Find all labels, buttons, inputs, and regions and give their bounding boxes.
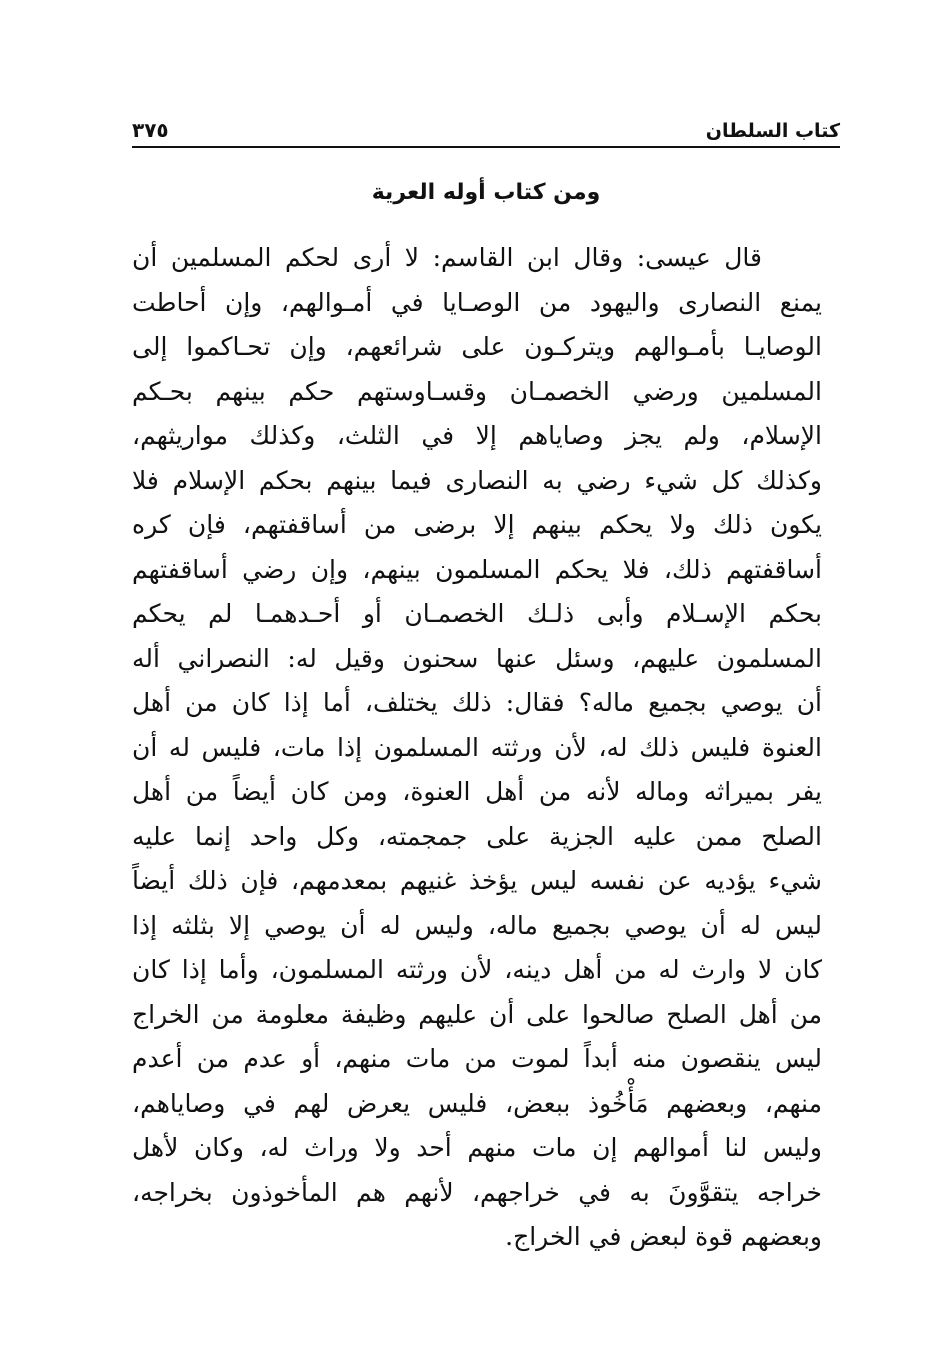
text-line: المسلمين ورضي الخصمـان وقسـاوستهم حكم بينهم بحـكم (132, 376, 822, 406)
text-line: من أهل الصلح صالحوا على أن عليهم وظيفة معلومة من الخراج (132, 999, 822, 1029)
text-line: وكذلك كل شيء رضي به النصارى فيما بينهم بحكم الإسلام فلا (132, 465, 822, 495)
text-line: يفر بميراثه وماله لأنه من أهل العنوة، ومن كان أيضاً من أهل (132, 777, 822, 806)
text-line: منهم، وبعضهم مَأْخُوذ ببعض، فليس يعرض لهم في وصاياهم، (132, 1088, 822, 1118)
text-line: العنوة فليس ذلك له، لأن ورثته المسلمون إذا مات، فليس له أن (132, 732, 822, 762)
book-title: كتاب السلطان (705, 120, 840, 142)
text-line: يكون ذلك ولا يحكم بينهم إلا برضى من أساقفتهم، فإن كره (132, 510, 822, 539)
text-line: الإسلام، ولم يجز وصاياهم إلا في الثلث، وكذلك مواريثهم، (132, 421, 822, 450)
text-line: ليس ينقصون منه أبداً لموت من مات منهم، أو عدم من أعدم (132, 1044, 822, 1073)
text-line: كان لا وارث له من أهل دينه، لأن ورثته المسلمون، وأما إذا كان (132, 955, 822, 984)
running-head (132, 100, 840, 148)
text-line: ليس له أن يوصي بجميع ماله، وليس له أن يوصي إلا بثلثه إذا (132, 910, 822, 940)
text-line: بحكم الإسـلام وأبى ذلـك الخصمـان أو أحـدهمـا لم يحكم (132, 599, 822, 628)
text-line: قال عيسى: وقال ابن القاسم: لا أرى لحكم المسلمين أن (132, 243, 762, 272)
text-line: شيء يؤديه عن نفسه ليس يؤخذ غنيهم بمعدمهم، فإن ذلك أيضاً (132, 866, 822, 895)
text-line: أساقفتهم ذلك، فلا يحكم المسلمون بينهم، وإن رضي أساقفتهم (132, 554, 822, 584)
text-line: الصلح ممن عليه الجزية على جمجمته، وكل واحد إنما عليه (132, 821, 822, 851)
text-line: أن يوصي بجميع ماله؟ فقال: ذلك يختلف، أما إذا كان من أهل (132, 688, 822, 717)
section-heading: ومن كتاب أوله العرية (371, 180, 601, 205)
text-line: خراجه يتقوَّونَ به في خراجهم، لأنهم هم المأخوذون بخراجه، (132, 1177, 822, 1207)
text-line-last: وبعضهم قوة لبعض في الخراج. (505, 1222, 822, 1251)
text-line: يمنع النصارى واليهود من الوصـايا في أمـوالهم، وإن أحاطت (132, 287, 822, 317)
body-text (132, 236, 822, 1260)
text-line: المسلمون عليهم، وسئل عنها سحنون وقيل له: النصراني أله (132, 643, 822, 673)
page-number: ٣٧٥ (132, 118, 169, 142)
text-line: الوصايـا بأمـوالهم ويتركـون على شرائعهم، وإن تحـاكموا إلى (132, 332, 822, 361)
text-line: وليس لنا أموالهم إن مات منهم أحد ولا وراث له، وكان لأهل (132, 1133, 822, 1162)
